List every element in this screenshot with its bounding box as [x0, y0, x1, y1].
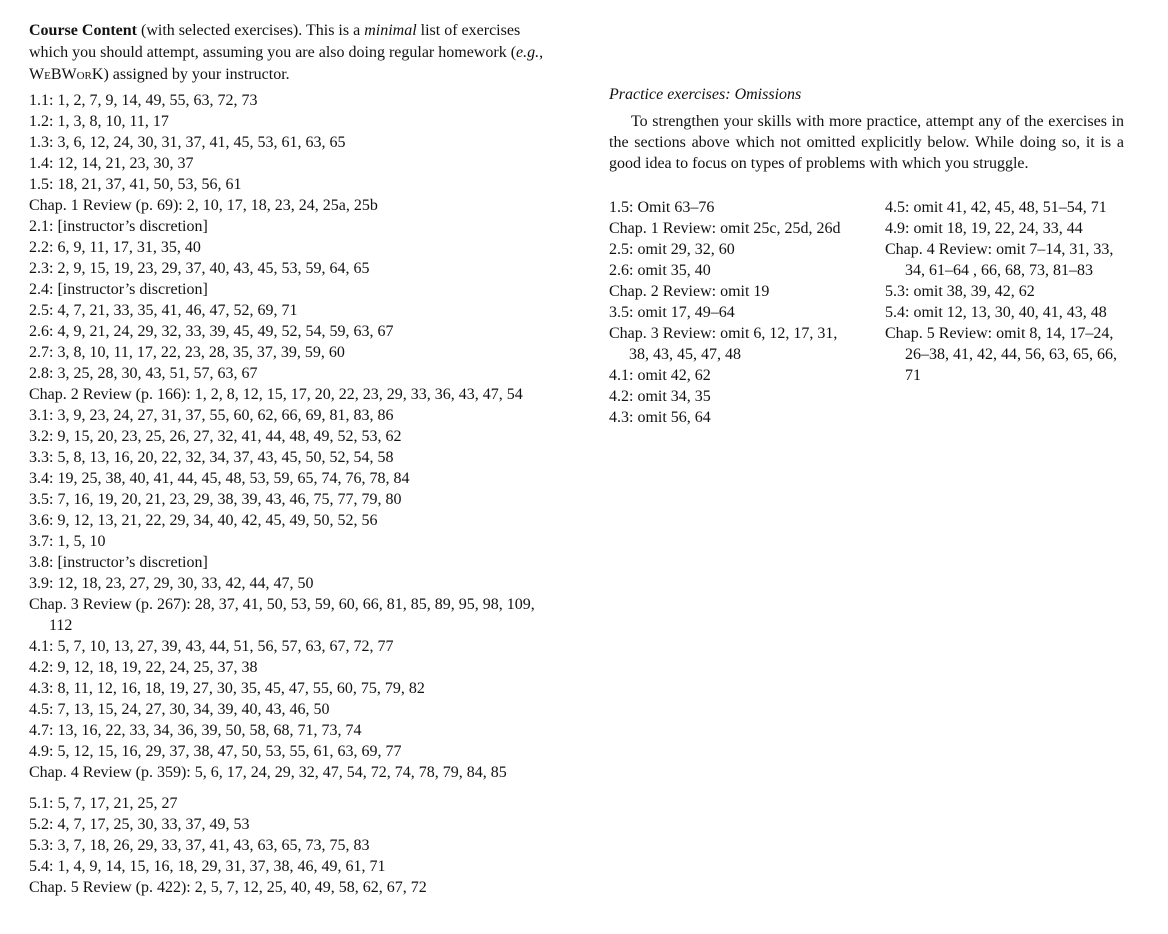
exercise-row: 1.4: 12, 14, 21, 23, 30, 37 [29, 155, 194, 172]
omission-row: 1.5: Omit 63–76 [609, 199, 715, 216]
exercise-row: 1.2: 1, 3, 8, 10, 11, 17 [29, 113, 169, 130]
omission-row: 2.5: omit 29, 32, 60 [609, 241, 735, 258]
exercise-row: 5.2: 4, 7, 17, 25, 30, 33, 37, 49, 53 [29, 816, 250, 833]
exercise-row: 4.3: 8, 11, 12, 16, 18, 19, 27, 30, 35, 45, 47, 55, 60, 75, 79, 82 [29, 680, 425, 697]
omission-row: Chap. 2 Review: omit 19 [609, 283, 770, 300]
intro-heading: Course Content [29, 22, 137, 39]
exercise-list [29, 90, 544, 783]
exercise-row: 2.7: 3, 8, 10, 11, 17, 22, 23, 28, 35, 37, 39, 59, 60 [29, 344, 345, 361]
intro-paragraph [29, 20, 544, 86]
exercise-row: 3.9: 12, 18, 23, 27, 29, 30, 33, 42, 44, 47, 50 [29, 575, 314, 592]
exercise-row: 5.3: 3, 7, 18, 26, 29, 33, 37, 41, 43, 63, 65, 73, 75, 83 [29, 837, 370, 854]
omission-row: Chap. 3 Review: omit 6, 12, 17, 31, 38, 43, 45, 47, 48 [609, 325, 838, 363]
exercise-row: 5.4: 1, 4, 9, 14, 15, 16, 18, 29, 31, 37, 38, 46, 49, 61, 71 [29, 858, 386, 875]
omissions-column-1 [609, 197, 845, 428]
exercise-row: 3.1: 3, 9, 23, 24, 27, 31, 37, 55, 60, 62, 66, 69, 81, 83, 86 [29, 407, 394, 424]
intro-webwork: WeBWorK [29, 66, 104, 83]
exercise-row: Chap. 2 Review (p. 166): 1, 2, 8, 12, 15, 17, 20, 22, 23, 29, 33, 36, 43, 47, 54 [29, 386, 523, 403]
exercise-row: 2.6: 4, 9, 21, 24, 29, 32, 33, 39, 45, 49, 52, 54, 59, 63, 67 [29, 323, 394, 340]
intro-eg: e.g. [516, 44, 540, 61]
omission-row: Chap. 4 Review: omit 7–14, 31, 33, 34, 61–64 , 66, 68, 73, 81–83 [885, 241, 1114, 279]
omission-row: 4.5: omit 41, 42, 45, 48, 51–54, 71 [885, 199, 1107, 216]
exercise-row: 2.8: 3, 25, 28, 30, 43, 51, 57, 63, 67 [29, 365, 258, 382]
exercise-row: 3.5: 7, 16, 19, 20, 21, 23, 29, 38, 39, 43, 46, 75, 77, 79, 80 [29, 491, 402, 508]
exercise-row: 1.5: 18, 21, 37, 41, 50, 53, 56, 61 [29, 176, 242, 193]
exercise-row: 1.3: 3, 6, 12, 24, 30, 31, 37, 41, 45, 53, 61, 63, 65 [29, 134, 346, 151]
exercise-row: 2.4: [instructor’s discretion] [29, 281, 208, 298]
omission-row: Chap. 5 Review: omit 8, 14, 17–24, 26–38, 41, 42, 44, 56, 63, 65, 66, 71 [885, 325, 1117, 384]
exercise-row: Chap. 4 Review (p. 359): 5, 6, 17, 24, 29, 32, 47, 54, 72, 74, 78, 79, 84, 85 [29, 764, 507, 781]
exercise-row: 3.3: 5, 8, 13, 16, 20, 22, 32, 34, 37, 43, 45, 50, 52, 54, 58 [29, 449, 394, 466]
exercise-row: Chap. 3 Review (p. 267): 28, 37, 41, 50, 53, 59, 60, 66, 81, 85, 89, 95, 98, 109, 112 [29, 596, 535, 634]
exercise-list-chapter-5 [29, 793, 544, 898]
exercise-row: 2.3: 2, 9, 15, 19, 23, 29, 37, 40, 43, 45, 53, 59, 64, 65 [29, 260, 370, 277]
omission-row: 2.6: omit 35, 40 [609, 262, 711, 279]
omission-row: 5.3: omit 38, 39, 42, 62 [885, 283, 1035, 300]
exercise-row: 2.5: 4, 7, 21, 33, 35, 41, 46, 47, 52, 69, 71 [29, 302, 298, 319]
exercise-row: 4.1: 5, 7, 10, 13, 27, 39, 43, 44, 51, 56, 57, 63, 67, 72, 77 [29, 638, 394, 655]
exercise-row: 2.2: 6, 9, 11, 17, 31, 35, 40 [29, 239, 201, 256]
intro-text-4: ) assigned by your instructor. [103, 66, 290, 83]
exercise-row: 3.8: [instructor’s discretion] [29, 554, 208, 571]
exercise-row: 3.7: 1, 5, 10 [29, 533, 106, 550]
intro-text-3: , [539, 44, 544, 61]
omission-row: 4.2: omit 34, 35 [609, 388, 711, 405]
omission-row: 5.4: omit 12, 13, 30, 40, 41, 43, 48 [885, 304, 1107, 321]
exercise-row: Chap. 1 Review (p. 69): 2, 10, 17, 18, 23, 24, 25a, 25b [29, 197, 378, 214]
exercise-row: 4.2: 9, 12, 18, 19, 22, 24, 25, 37, 38 [29, 659, 258, 676]
intro-minimal: minimal [364, 22, 417, 39]
omission-row: 4.3: omit 56, 64 [609, 409, 711, 426]
course-content-section [29, 20, 544, 898]
chapter-gap [29, 783, 544, 793]
exercise-row: 3.6: 9, 12, 13, 21, 22, 29, 34, 40, 42, 45, 49, 50, 52, 56 [29, 512, 378, 529]
omission-row: 3.5: omit 17, 49–64 [609, 304, 735, 321]
omission-row: 4.1: omit 42, 62 [609, 367, 711, 384]
exercise-row: 4.7: 13, 16, 22, 33, 34, 36, 39, 50, 58, 68, 71, 73, 74 [29, 722, 362, 739]
exercise-row: 3.4: 19, 25, 38, 40, 41, 44, 45, 48, 53, 59, 65, 74, 76, 78, 84 [29, 470, 410, 487]
exercise-row: 2.1: [instructor’s discretion] [29, 218, 208, 235]
practice-title: Practice exercises: Omissions [609, 86, 802, 103]
omission-row: 4.9: omit 18, 19, 22, 24, 33, 44 [885, 220, 1083, 237]
omissions-column-2 [885, 197, 1124, 386]
omission-row: Chap. 1 Review: omit 25c, 25d, 26d [609, 220, 841, 237]
exercise-row: 4.9: 5, 12, 15, 16, 29, 37, 38, 47, 50, 53, 55, 61, 63, 69, 77 [29, 743, 402, 760]
exercise-row: 1.1: 1, 2, 7, 9, 14, 49, 55, 63, 72, 73 [29, 92, 258, 109]
practice-section [609, 84, 1124, 174]
intro-text-1: (with selected exercises). This is a [137, 22, 365, 39]
intro-text-2: list of exercises which you should attempt, assuming you are also doing regular homework ( [29, 22, 521, 61]
practice-body: To strengthen your skills with more practice, attempt any of the exercises in the sections above which not omitted explicitly below. While doing so, it is a good idea to focus on types of problems with which you struggle. [609, 113, 1124, 172]
exercise-row: Chap. 5 Review (p. 422): 2, 5, 7, 12, 25, 40, 49, 58, 62, 67, 72 [29, 879, 427, 896]
exercise-row: 3.2: 9, 15, 20, 23, 25, 26, 27, 32, 41, 44, 48, 49, 52, 53, 62 [29, 428, 402, 445]
exercise-row: 5.1: 5, 7, 17, 21, 25, 27 [29, 795, 178, 812]
exercise-row: 4.5: 7, 13, 15, 24, 27, 30, 34, 39, 40, 43, 46, 50 [29, 701, 330, 718]
